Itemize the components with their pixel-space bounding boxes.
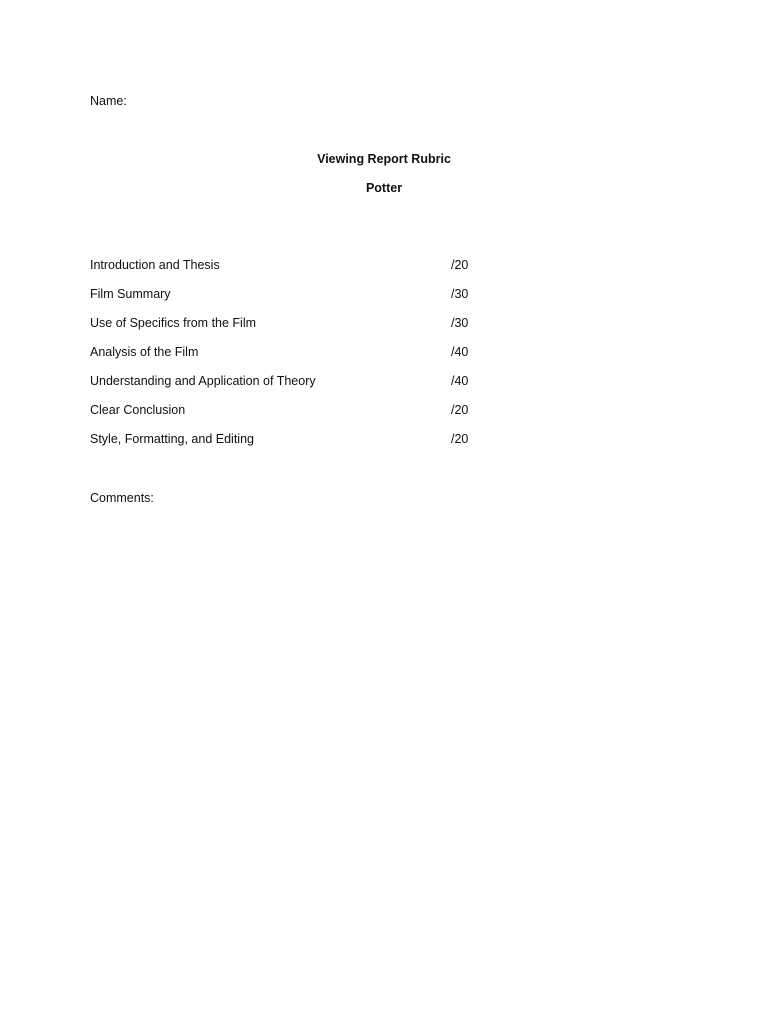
name-label: Name: — [90, 94, 127, 108]
rubric-points: /20 — [451, 258, 469, 272]
document-title: Viewing Report Rubric — [317, 152, 451, 166]
rubric-row — [90, 258, 490, 287]
rubric-row — [90, 432, 490, 461]
rubric-points: /20 — [451, 432, 469, 446]
rubric-points: /40 — [451, 374, 469, 388]
rubric-row — [90, 287, 490, 316]
rubric-criterion: Clear Conclusion — [90, 403, 186, 417]
document-subtitle: Potter — [365, 181, 403, 195]
rubric-points: /40 — [451, 345, 469, 359]
rubric-criterion: Understanding and Application of Theory — [90, 374, 316, 388]
rubric-criterion: Style, Formatting, and Editing — [90, 432, 254, 446]
rubric-list — [90, 258, 490, 461]
rubric-points: /20 — [451, 403, 469, 417]
rubric-row — [90, 345, 490, 374]
rubric-row — [90, 374, 490, 403]
rubric-criterion: Analysis of the Film — [90, 345, 199, 359]
rubric-points: /30 — [451, 316, 469, 330]
rubric-criterion: Use of Specifics from the Film — [90, 316, 257, 330]
rubric-row — [90, 403, 490, 432]
rubric-criterion: Film Summary — [90, 287, 171, 301]
rubric-row — [90, 316, 490, 345]
rubric-points: /30 — [451, 287, 469, 301]
comments-label: Comments: — [90, 491, 154, 505]
rubric-criterion: Introduction and Thesis — [90, 258, 220, 272]
